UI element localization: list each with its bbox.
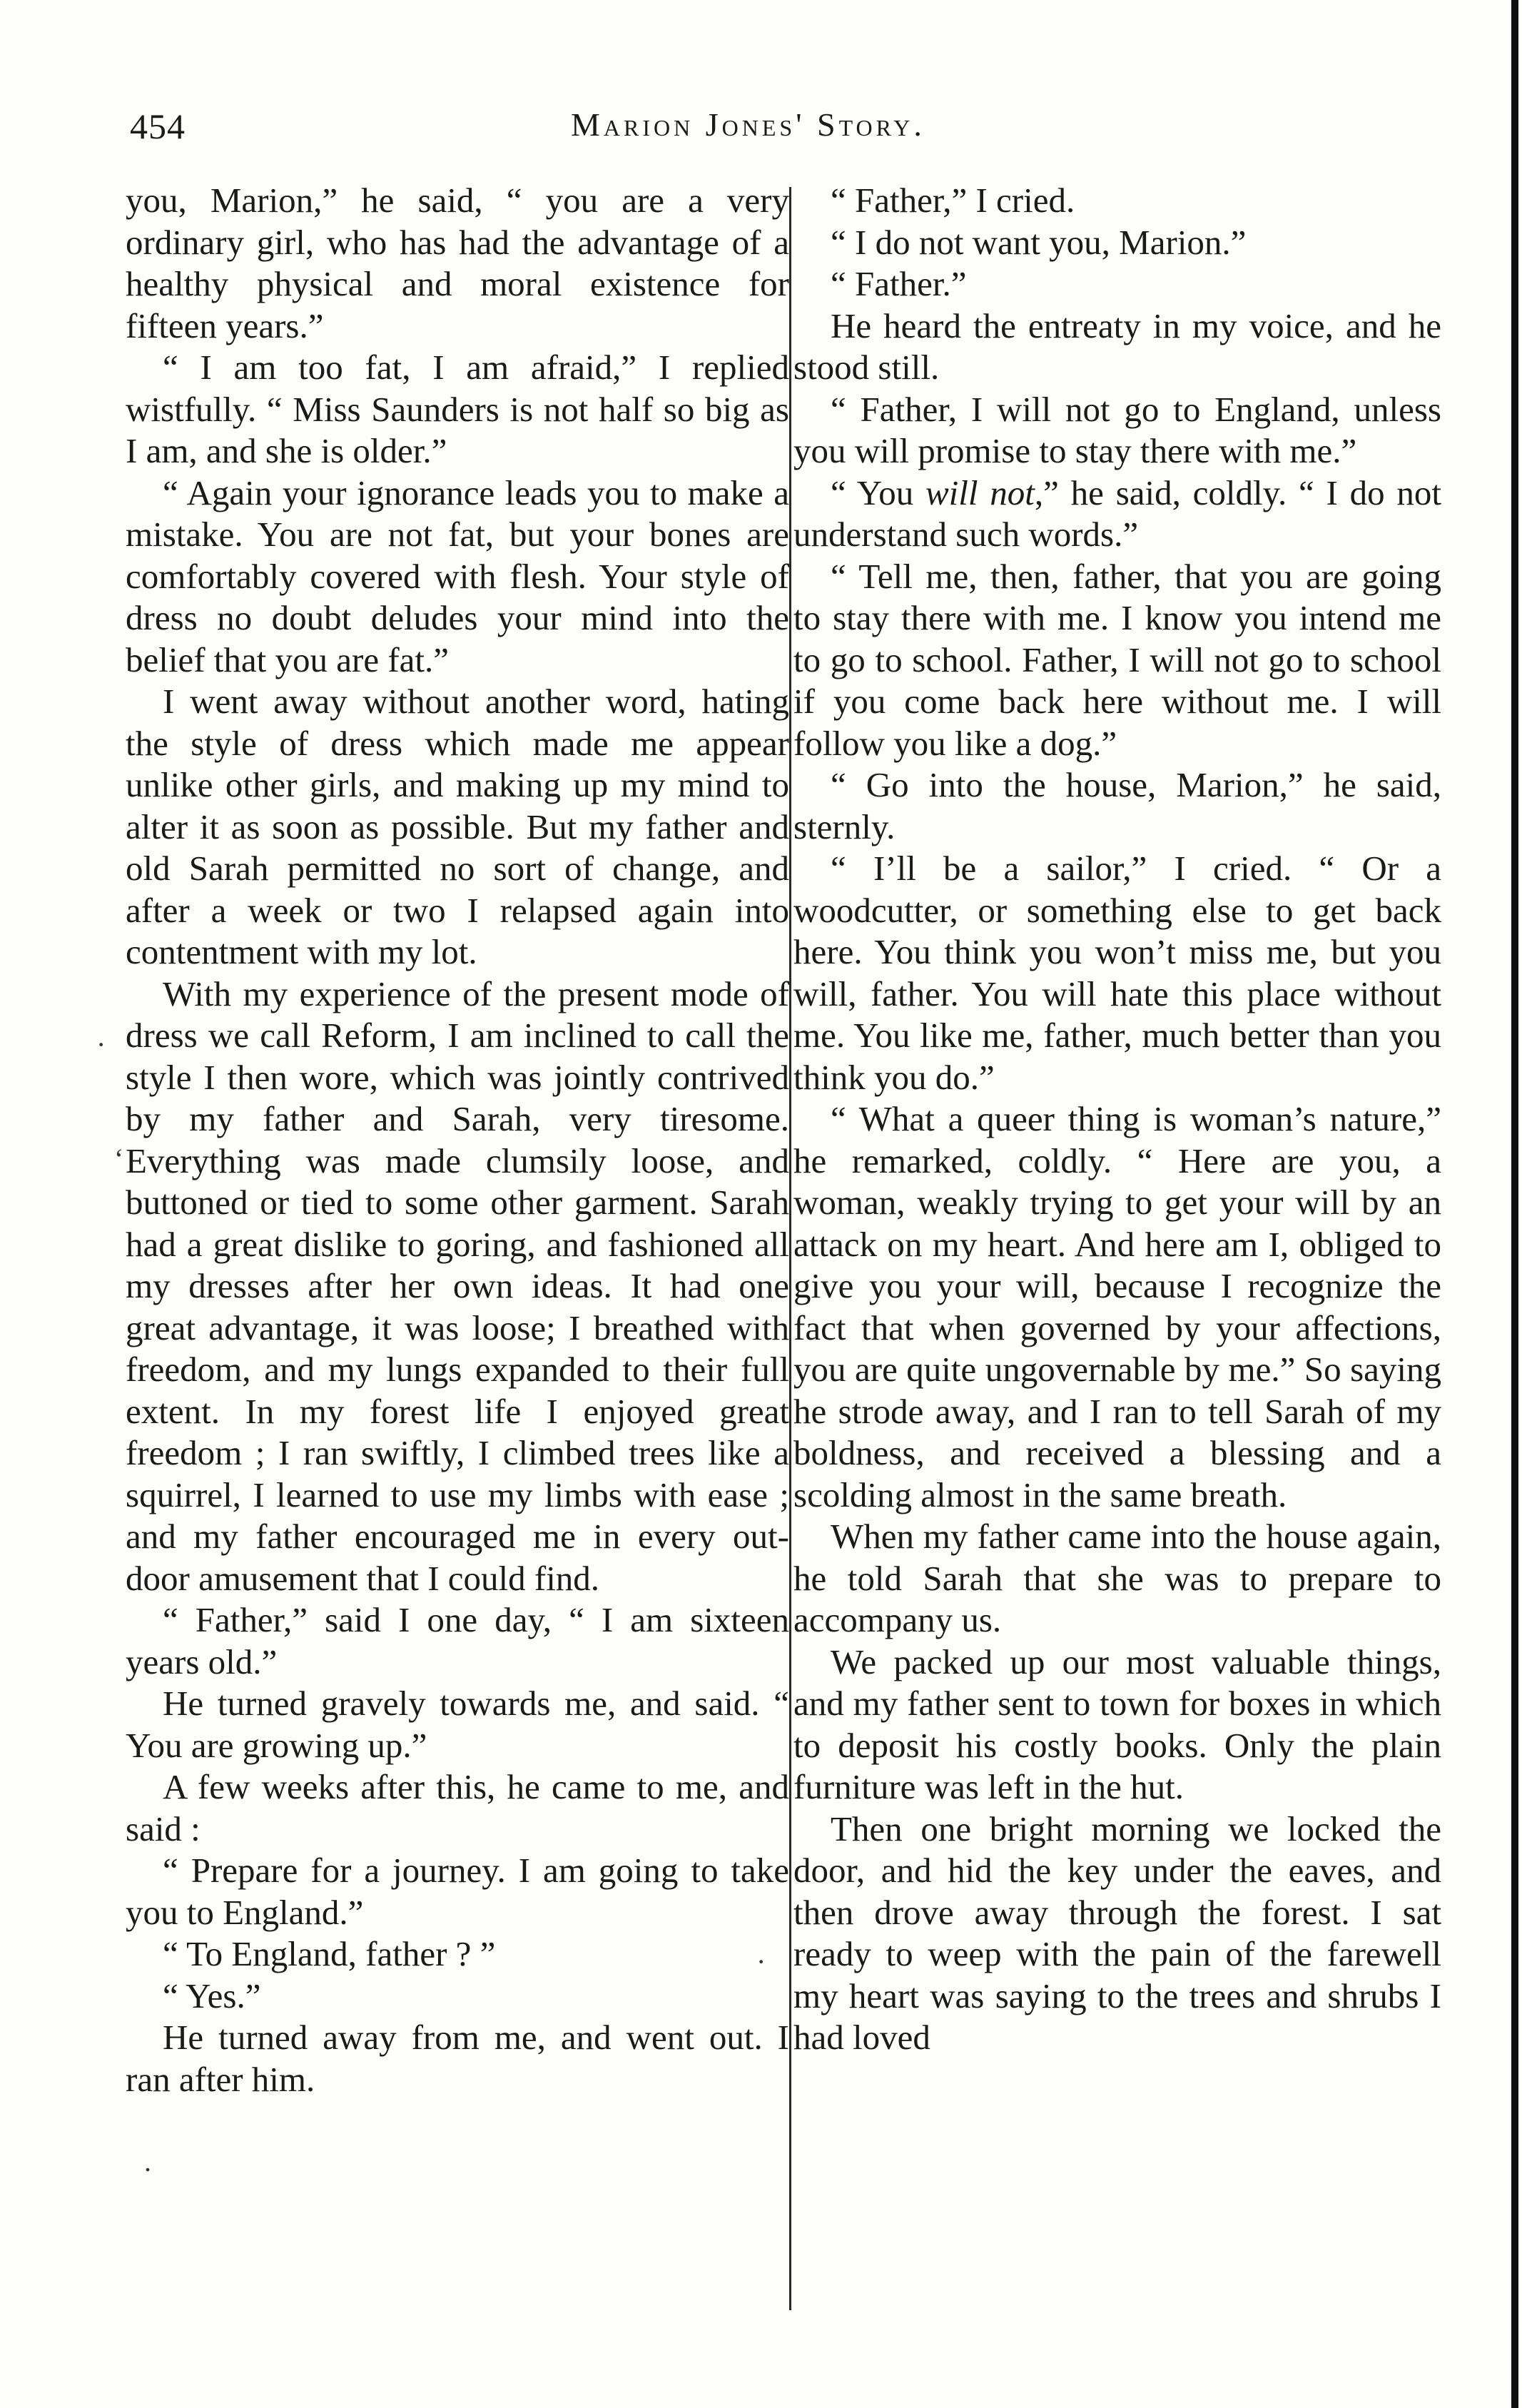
left-column-paragraph: you, Marion,” he said, “ you are a very ordinary girl, who has had the advantage of a healthy physical and moral existence for fifteen years.” <box>126 181 789 345</box>
left-column-paragraph: He turned gravely towards me, and said. “ You are growing up.” <box>126 1684 789 1765</box>
right-column-paragraph: Then one bright morning we locked the door, and hid the key under the eaves, and then drove away through the forest. I sat ready to weep with the pain of the farewell my heart was saying to the trees and shrubs I had loved <box>793 1808 1441 2057</box>
stray-dot-mark: · <box>756 1946 766 1978</box>
right-column-paragraph: He heard the entreaty in my voice, and he stood still. <box>793 305 1441 387</box>
left-column-paragraph: “ Prepare for a journey. I am going to take you to England.” <box>126 1851 789 1932</box>
right-column-paragraph: “ Tell me, then, father, that you are going to stay there with me. I know you intend me to go to school. Father, I will not go to school if you come back here without me. I will follow you like a dog.” <box>793 556 1441 763</box>
running-head <box>121 100 1520 157</box>
page-number: 454 <box>130 106 186 146</box>
right-column-paragraph: “ What a queer thing is woman’s nature,” he remarked, coldly. “ Here are you, a woman, weakly trying to get your will by an attack on my heart. And here am I, obliged to give you your will, because I recognize the fact that when governed by your affections, you are quite ungovernable by me.” So saying he strode away, and I ran to tell Sarah of my boldness, and received a blessing and a scolding almost in the same breath. <box>793 1099 1441 1514</box>
right-column-paragraph: “ Go into the house, Marion,” he said, sternly. <box>793 765 1441 846</box>
left-column-paragraph: “ To England, father ? ” <box>163 1934 496 1973</box>
right-column-paragraph: When my father came into the house again, he told Sarah that she was to prepare to accompany us. <box>793 1517 1441 1639</box>
right-column-paragraph: “ I’ll be a sailor,” I cried. “ Or a woodcutter, or something else to get back here. You think you won’t miss me, but you will, father. You will hate this place without me. You like me, father, much better than you think you do.” <box>793 849 1441 1097</box>
emphasized-text: will not <box>925 472 1035 512</box>
page-edge-shadow <box>1511 0 1518 2408</box>
left-column-paragraph: “ I am too fat, I am afraid,” I replied wistfully. “ Miss Saunders is not half so big as I am, and she is older.” <box>126 348 789 470</box>
right-column-paragraph: “ Father.” <box>831 264 967 303</box>
left-column-paragraph: He turned away from me, and went out. I ran after him. <box>126 2018 789 2099</box>
right-column-paragraph: “ I do not want you, Marion.” <box>831 222 1247 262</box>
right-column-paragraph: We packed up our most valuable things, and my father sent to town for boxes in which to deposit his costly books. Only the plain furniture was left in the hut. <box>793 1641 1441 1806</box>
stray-tick-mark: ʻ <box>114 1143 124 1175</box>
left-column-paragraph: “ Father,” said I one day, “ I am sixteen years old.” <box>126 1600 789 1681</box>
stray-dot-mark: . <box>144 2145 151 2177</box>
running-title: Marion Jones' Story. <box>571 106 925 143</box>
column-divider <box>789 187 791 2310</box>
stray-dot-mark: · <box>96 1028 106 1061</box>
left-column-paragraph: “ Yes.” <box>163 1976 261 2015</box>
left-column <box>126 180 789 2100</box>
left-column-paragraph: I went away without another word, hating the style of dress which made me appear unlike other girls, and making up my mind to alter it as soon as possible. But my father and old Sarah permitted no sort of change, and after a week or two I relapsed again into contentment with my lot. <box>126 682 789 971</box>
right-column-paragraph: “ Father,” I cried. <box>831 181 1075 220</box>
right-column-paragraph: “ You will not,” he said, coldly. “ I do not understand such words.” <box>793 472 1441 554</box>
right-column-paragraph: “ Father, I will not go to England, unless you will promise to stay there with me.” <box>793 389 1441 470</box>
right-column <box>793 180 1441 2059</box>
left-column-paragraph: With my experience of the present mode of dress we call Reform, I am inclined to call the style I then wore, which was jointly contrived by my father and Sarah, very tiresome. Everything was made clumsily loose, and buttoned or tied to some other garment. Sarah had a great dislike to goring, and fashioned all my dresses after her own ideas. It had one great advantage, it was loose; I breathed with freedom, and my lungs expanded to their full extent. In my forest life I enjoyed great freedom ; I ran swiftly, I climbed trees like a squirrel, I learned to use my limbs with ease ; and my father encouraged me in every out-door amusement that I could find. <box>126 973 789 1598</box>
left-column-paragraph: A few weeks after this, he came to me, and said : <box>126 1767 789 1848</box>
left-column-paragraph: “ Again your ignorance leads you to make a mistake. You are not fat, but your bones are comfortably covered with flesh. Your style of dress no doubt deludes your mind into the belief that you are fat.” <box>126 472 789 679</box>
